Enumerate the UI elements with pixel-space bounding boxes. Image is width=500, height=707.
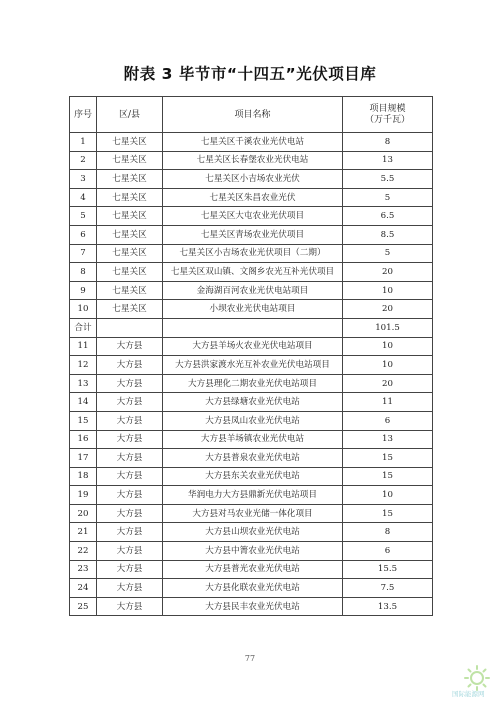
project-table: [69, 96, 433, 616]
cell-county: 大方县: [97, 356, 163, 375]
table-row: [70, 337, 433, 356]
cell-seq: 24: [70, 579, 97, 598]
page-number: 77: [244, 654, 256, 663]
cell-project-name: 七星关区大屯农业光伏项目: [163, 207, 343, 226]
table-row: [70, 374, 433, 393]
cell-project-scale: 8: [343, 523, 433, 542]
cell-project-name: 七星关区小吉场农业光伏: [163, 170, 343, 189]
cell-seq: 4: [70, 188, 97, 207]
table-row: [70, 542, 433, 561]
table-row: [70, 523, 433, 542]
cell-county: 七星关区: [97, 207, 163, 226]
cell-project-name: 大方县东关农业光伏电站: [163, 467, 343, 486]
cell-project-scale: 13: [343, 430, 433, 449]
table-row: [70, 225, 433, 244]
table-row: [70, 393, 433, 412]
table-header-row: [70, 97, 433, 133]
cell-county: 七星关区: [97, 133, 163, 152]
cell-seq: 10: [70, 300, 97, 319]
cell-project-name: 大方县羊场火农业光伏电站项目: [163, 337, 343, 356]
cell-seq: 20: [70, 504, 97, 523]
cell-county: 七星关区: [97, 281, 163, 300]
cell-project-name: 小坝农业光伏电站项目: [163, 300, 343, 319]
cell-project-name: [163, 318, 343, 337]
cell-project-name: 大方县山坝农业光伏电站: [163, 523, 343, 542]
header-scale-label: 项目规模: [369, 103, 406, 114]
cell-county: 大方县: [97, 523, 163, 542]
cell-seq: 8: [70, 263, 97, 282]
cell-project-name: 大方县理化二期农业光伏电站项目: [163, 374, 343, 393]
cell-county: 七星关区: [97, 244, 163, 263]
cell-county: 大方县: [97, 486, 163, 505]
cell-seq: 13: [70, 374, 97, 393]
cell-project-scale: 7.5: [343, 579, 433, 598]
table-row: [70, 244, 433, 263]
cell-project-scale: 5.5: [343, 170, 433, 189]
cell-project-scale: 10: [343, 337, 433, 356]
cell-county: 大方县: [97, 597, 163, 616]
cell-seq: 19: [70, 486, 97, 505]
cell-county: 大方县: [97, 337, 163, 356]
cell-project-scale: 11: [343, 393, 433, 412]
cell-project-scale: 20: [343, 300, 433, 319]
cell-project-name: 金海湖百河农业光伏电站项目: [163, 281, 343, 300]
cell-county: 大方县: [97, 579, 163, 598]
table-row: [70, 467, 433, 486]
cell-project-name: 华润电力大方县鼎新光伏电站项目: [163, 486, 343, 505]
table-row: [70, 207, 433, 226]
table-total-row: [70, 318, 433, 337]
table-row: [70, 300, 433, 319]
cell-project-scale: 15: [343, 449, 433, 468]
cell-county: 七星关区: [97, 225, 163, 244]
cell-project-name: 大方县绿塘农业光伏电站: [163, 393, 343, 412]
cell-project-scale: 6.5: [343, 207, 433, 226]
cell-county: 大方县: [97, 560, 163, 579]
cell-project-scale: 6: [343, 411, 433, 430]
cell-seq: 12: [70, 356, 97, 375]
header-project-scale: [343, 97, 433, 133]
watermark: [440, 664, 496, 704]
cell-seq: 18: [70, 467, 97, 486]
cell-seq: 16: [70, 430, 97, 449]
cell-project-name: 大方县洪家渡水光互补农业光伏电站项目: [163, 356, 343, 375]
cell-project-scale: 13: [343, 151, 433, 170]
cell-seq: 25: [70, 597, 97, 616]
table-row: [70, 281, 433, 300]
cell-seq: 1: [70, 133, 97, 152]
cell-project-scale: 8: [343, 133, 433, 152]
cell-project-scale: 15: [343, 467, 433, 486]
cell-county: 大方县: [97, 504, 163, 523]
cell-project-scale: 10: [343, 486, 433, 505]
table-row: [70, 486, 433, 505]
cell-county: 七星关区: [97, 300, 163, 319]
watermark-text: 国际能源网: [452, 690, 485, 698]
cell-project-name: 大方县民丰农业光伏电站: [163, 597, 343, 616]
cell-seq: 5: [70, 207, 97, 226]
cell-county: 七星关区: [97, 263, 163, 282]
cell-seq: 23: [70, 560, 97, 579]
cell-project-name: 大方县化联农业光伏电站: [163, 579, 343, 598]
cell-project-name: 七星关区千溪农业光伏电站: [163, 133, 343, 152]
table-row: [70, 263, 433, 282]
cell-county: 大方县: [97, 467, 163, 486]
total-label: 合计: [70, 318, 97, 337]
table-row: [70, 151, 433, 170]
header-scale-unit: （万千瓦）: [364, 114, 410, 125]
cell-project-scale: 10: [343, 281, 433, 300]
cell-seq: 9: [70, 281, 97, 300]
table-row: [70, 597, 433, 616]
cell-project-name: 大方县普泉农业光伏电站: [163, 449, 343, 468]
document-title: 附表 3 毕节市“十四五”光伏项目库: [123, 65, 377, 83]
cell-seq: 14: [70, 393, 97, 412]
cell-county: 大方县: [97, 393, 163, 412]
cell-project-scale: 10: [343, 356, 433, 375]
header-project-name: 项目名称: [163, 97, 343, 133]
table-row: [70, 449, 433, 468]
cell-seq: 3: [70, 170, 97, 189]
cell-project-scale: 13.5: [343, 597, 433, 616]
cell-project-scale: 15.5: [343, 560, 433, 579]
cell-county: 大方县: [97, 374, 163, 393]
cell-project-scale: 5: [343, 244, 433, 263]
cell-seq: 15: [70, 411, 97, 430]
cell-project-name: 大方县普光农业光伏电站: [163, 560, 343, 579]
cell-county: [97, 318, 163, 337]
cell-seq: 2: [70, 151, 97, 170]
cell-project-scale: 20: [343, 263, 433, 282]
cell-county: 七星关区: [97, 188, 163, 207]
table-row: [70, 579, 433, 598]
cell-county: 七星关区: [97, 151, 163, 170]
cell-county: 大方县: [97, 430, 163, 449]
cell-project-scale: 15: [343, 504, 433, 523]
cell-project-name: 大方县对马农业光储一体化项目: [163, 504, 343, 523]
cell-project-scale: 6: [343, 542, 433, 561]
cell-project-scale: 8.5: [343, 225, 433, 244]
table-row: [70, 504, 433, 523]
cell-county: 大方县: [97, 449, 163, 468]
cell-project-name: 七星关区长春堡农业光伏电站: [163, 151, 343, 170]
cell-seq: 6: [70, 225, 97, 244]
cell-project-name: 七星关区双山镇、文阁乡农光互补光伏项目: [163, 263, 343, 282]
cell-project-scale: 20: [343, 374, 433, 393]
cell-project-name: 大方县中箐农业光伏电站: [163, 542, 343, 561]
table-row: [70, 560, 433, 579]
cell-project-scale: 5: [343, 188, 433, 207]
cell-county: 大方县: [97, 542, 163, 561]
table-row: [70, 188, 433, 207]
cell-seq: 7: [70, 244, 97, 263]
table-row: [70, 133, 433, 152]
table-row: [70, 356, 433, 375]
sun-logo-icon: [462, 664, 492, 692]
table-row: [70, 430, 433, 449]
cell-project-scale: 101.5: [343, 318, 433, 337]
table-row: [70, 411, 433, 430]
cell-county: 七星关区: [97, 170, 163, 189]
cell-project-name: 大方县凤山农业光伏电站: [163, 411, 343, 430]
cell-project-name: 七星关区朱昌农业光伏: [163, 188, 343, 207]
table-body: [70, 133, 433, 616]
header-county: 区/县: [97, 97, 163, 133]
cell-project-name: 七星关区小吉场农业光伏项目（二期）: [163, 244, 343, 263]
cell-seq: 17: [70, 449, 97, 468]
cell-seq: 11: [70, 337, 97, 356]
header-seq: 序号: [70, 97, 97, 133]
cell-seq: 21: [70, 523, 97, 542]
cell-project-name: 七星关区青场农业光伏项目: [163, 225, 343, 244]
cell-county: 大方县: [97, 411, 163, 430]
cell-project-name: 大方县羊场镇农业光伏电站: [163, 430, 343, 449]
table-row: [70, 170, 433, 189]
cell-seq: 22: [70, 542, 97, 561]
